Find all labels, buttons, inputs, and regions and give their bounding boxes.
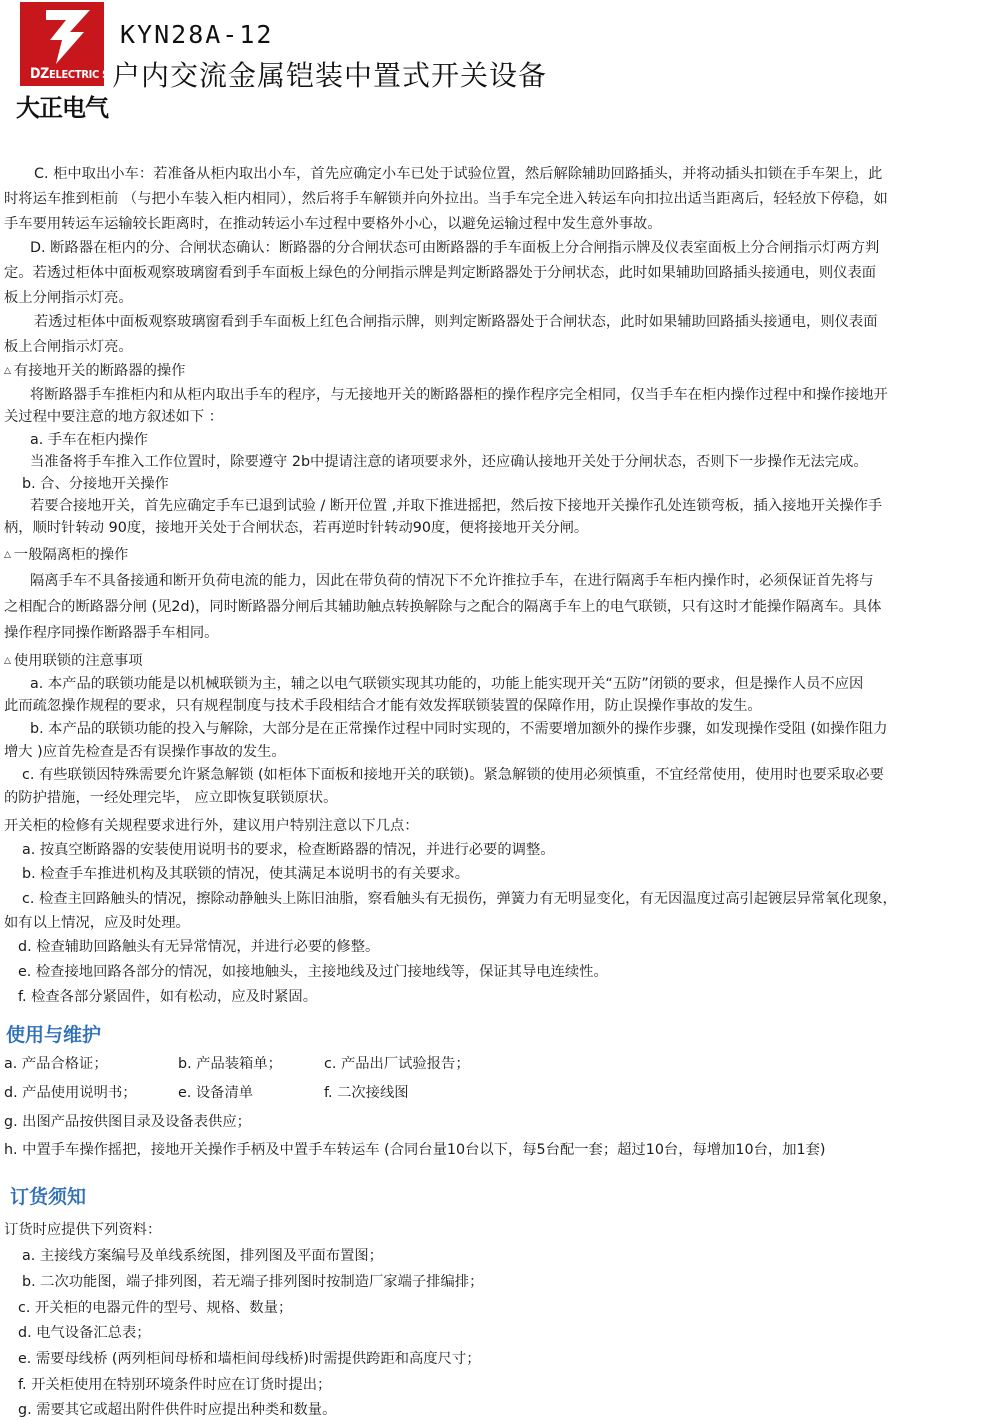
- body-line: 若透过柜体中面板观察玻璃窗看到手车面板上红色合闸指示牌，则判定断路器处于合闸状态，此时如果辅助回路插头接通电，则仪表面: [34, 314, 878, 330]
- list-item: d. 产品使用说明书；: [4, 1085, 137, 1101]
- section-heading-use: 使用与维护: [6, 1024, 102, 1046]
- body-line: b. 本产品的联锁功能的投入与解除，大部分是在正常操作过程中同时实现的，不需要增加额外的操作步骤，如发现操作受阻 (如操作阻力: [30, 721, 888, 737]
- body-line: d. 检查辅助回路触头有无异常情况，并进行必要的修整。: [18, 939, 380, 955]
- company-logo: [14, 2, 122, 122]
- section-heading-order: 订货须知: [10, 1186, 87, 1208]
- body-line: 定。若透过柜体中面板观察玻璃窗看到手车面板上绿色的分闸指示牌是判定断路器处于分闸状态，此时如果辅助回路插头接通电，则仪表面: [4, 265, 877, 281]
- page-title: 户内交流金属铠装中置式开关设备: [112, 59, 548, 92]
- body-line: a. 按真空断路器的安装使用说明书的要求，检查断路器的情况，并进行必要的调整。: [22, 842, 555, 858]
- body-line: D. 断路器在柜内的分、合闸状态确认：断路器的分合闸状态可由断路器的手车面板上分合闸指示牌及仪表室面板上分合闸指示灯两方判: [30, 240, 880, 256]
- body-line: f. 检查各部分紧固件，如有松动，应及时紧固。: [18, 989, 318, 1005]
- logo-red-square: [20, 2, 122, 86]
- list-item: f. 二次接线图: [324, 1085, 409, 1101]
- list-item: e. 需要母线桥 (两列柜间母桥和墙柜间母线桥)时需提供跨距和高度尺寸；: [18, 1351, 481, 1367]
- list-item: f. 开关柜使用在特别环境条件时应在订货时提出；: [18, 1377, 332, 1393]
- body-line: 之相配合的断路器分闸 (见2d)，同时断路器分闸后其辅助触点转换解除与之配合的隔离手车上的电气联锁，只有这时才能操作隔离车。具体: [4, 599, 882, 615]
- subheading-earthing-switch: △ 有接地开关的断路器的操作: [4, 363, 186, 379]
- list-item: c. 开关柜的电器元件的型号、规格、数量；: [18, 1300, 293, 1316]
- body-line: 操作程序同操作断路器手车相同。: [4, 625, 219, 641]
- body-line: 的防护措施，一经处理完毕， 应立即恢复联锁原状。: [4, 790, 338, 806]
- body-line: 当准备将手车推入工作位置时，除要遵守 2b中提请注意的诸项要求外，还应确认接地开关处于分闸状态，否则下一步操作无法完成。: [30, 454, 868, 470]
- body-line: c. 检查主回路触头的情况，擦除动静触头上陈旧油脂，察看触头有无损伤，弹簧力有无明显变化，有无因温度过高引起镀层异常氧化现象，: [22, 891, 897, 907]
- body-line: 板上分闸指示灯亮。: [4, 290, 133, 306]
- subheading-isolation-cabinet: △ 一般隔离柜的操作: [4, 547, 129, 563]
- body-line: 手车要用转运车运输较长距离时，在推动转运小车过程中要格外小心，以避免运输过程中发生意外事故。: [4, 216, 662, 232]
- body-line: 柄，顺时针转动 90度，接地开关处于合闸状态，若再逆时针转动90度，便将接地开关分闸。: [4, 520, 589, 536]
- body-line: 将断路器手车推柜内和从柜内取出手车的程序，与无接地开关的断路器柜的操作程序完全相同，仅当手车在柜内操作过程中和操作接地开: [30, 387, 888, 403]
- triangle-bullet-icon: △: [4, 656, 11, 666]
- body-line: C. 柜中取出小车：若准备从柜内取出小车，首先应确定小车已处于试验位置，然后解除辅助回路插头，并将动插头扣锁在手车架上，此: [34, 166, 883, 182]
- body-line: 如有以上情况，应及时处理。: [4, 915, 190, 931]
- body-line: 板上合闸指示灯亮。: [4, 339, 133, 355]
- list-item: h. 中置手车操作摇把，接地开关操作手柄及中置手车转运车 (合同台量10台以下，每5台配一套；超过10台，每增加10台，加1套): [4, 1142, 826, 1158]
- list-item: e. 设备清单: [178, 1085, 254, 1101]
- body-line: 时将运车推到柜前 （与把小车装入柜内相同），然后将手车解锁并向外拉出。当手车完全进入转运车向扣拉出适当距离后，轻轻放下停稳，如: [4, 191, 888, 207]
- triangle-bullet-icon: △: [4, 550, 11, 560]
- list-item: b. 二次功能图，端子排列图，若无端子排列图时按制造厂家端子排编排；: [22, 1274, 484, 1290]
- logo-chinese-name: 大正电气: [16, 93, 108, 122]
- triangle-bullet-icon: △: [4, 366, 11, 376]
- list-item: g. 出图产品按供图目录及设备表供应；: [4, 1114, 251, 1130]
- body-line: 若要合接地开关，首先应确定手车已退到试验 / 断开位置 ,并取下推进摇把，然后按下接地开关操作孔处连锁弯板，插入接地开关操作手: [30, 498, 883, 514]
- body-line: a. 手车在柜内操作: [30, 432, 148, 448]
- list-item: a. 主接线方案编号及单线系统图，排列图及平面布置图；: [22, 1248, 383, 1264]
- subheading-interlock-notes: △ 使用联锁的注意事项: [4, 653, 143, 669]
- order-intro: 订货时应提供下列资料：: [4, 1222, 162, 1238]
- body-line: 开关柜的检修有关规程要求进行外，建议用户特别注意以下几点：: [4, 818, 419, 834]
- logo-lightning-icon: [40, 6, 96, 66]
- body-line: b. 检查手车推进机构及其联锁的情况，使其满足本说明书的有关要求。: [22, 866, 470, 882]
- logo-tagline: DZELECTRIC SET: [30, 66, 122, 82]
- body-line: a. 本产品的联锁功能是以机械联锁为主，辅之以电气联锁实现其功能的，功能上能实现开关“五防”闭锁的要求，但是操作人员不应因: [30, 676, 864, 692]
- list-item: g. 需要其它或超出附件供件时应提出种类和数量。: [18, 1402, 337, 1418]
- body-line: 隔离手车不具备接通和断开负荷电流的能力，因此在带负荷的情况下不允许推拉手车，在进行隔离手车柜内操作时，必须保证首先将与: [30, 573, 874, 589]
- list-item: a. 产品合格证；: [4, 1056, 108, 1072]
- list-item: d. 电气设备汇总表；: [18, 1325, 151, 1341]
- body-line: e. 检查接地回路各部分的情况，如接地触头，主接地线及过门接地线等，保证其导电连续性。: [18, 964, 608, 980]
- list-item: b. 产品装箱单；: [178, 1056, 282, 1072]
- body-line: 此而疏忽操作规程的要求，只有规程制度与技术手段相结合才能有效发挥联锁装置的保障作用，防止误操作事故的发生。: [4, 698, 762, 714]
- product-model: KYN28A-12: [120, 20, 274, 49]
- body-line: 关过程中要注意的地方叙述如下 ：: [4, 409, 223, 425]
- body-line: c. 有些联锁因特殊需要允许紧急解锁 (如柜体下面板和接地开关的联锁)。紧急解锁的使用必须慎重，不宜经常使用，使用时也要采取必要: [22, 767, 884, 783]
- body-line: 增大 )应首先检查是否有误操作事故的发生。: [4, 744, 286, 760]
- body-line: b. 合、分接地开关操作: [22, 476, 169, 492]
- list-item: c. 产品出厂试验报告；: [324, 1056, 470, 1072]
